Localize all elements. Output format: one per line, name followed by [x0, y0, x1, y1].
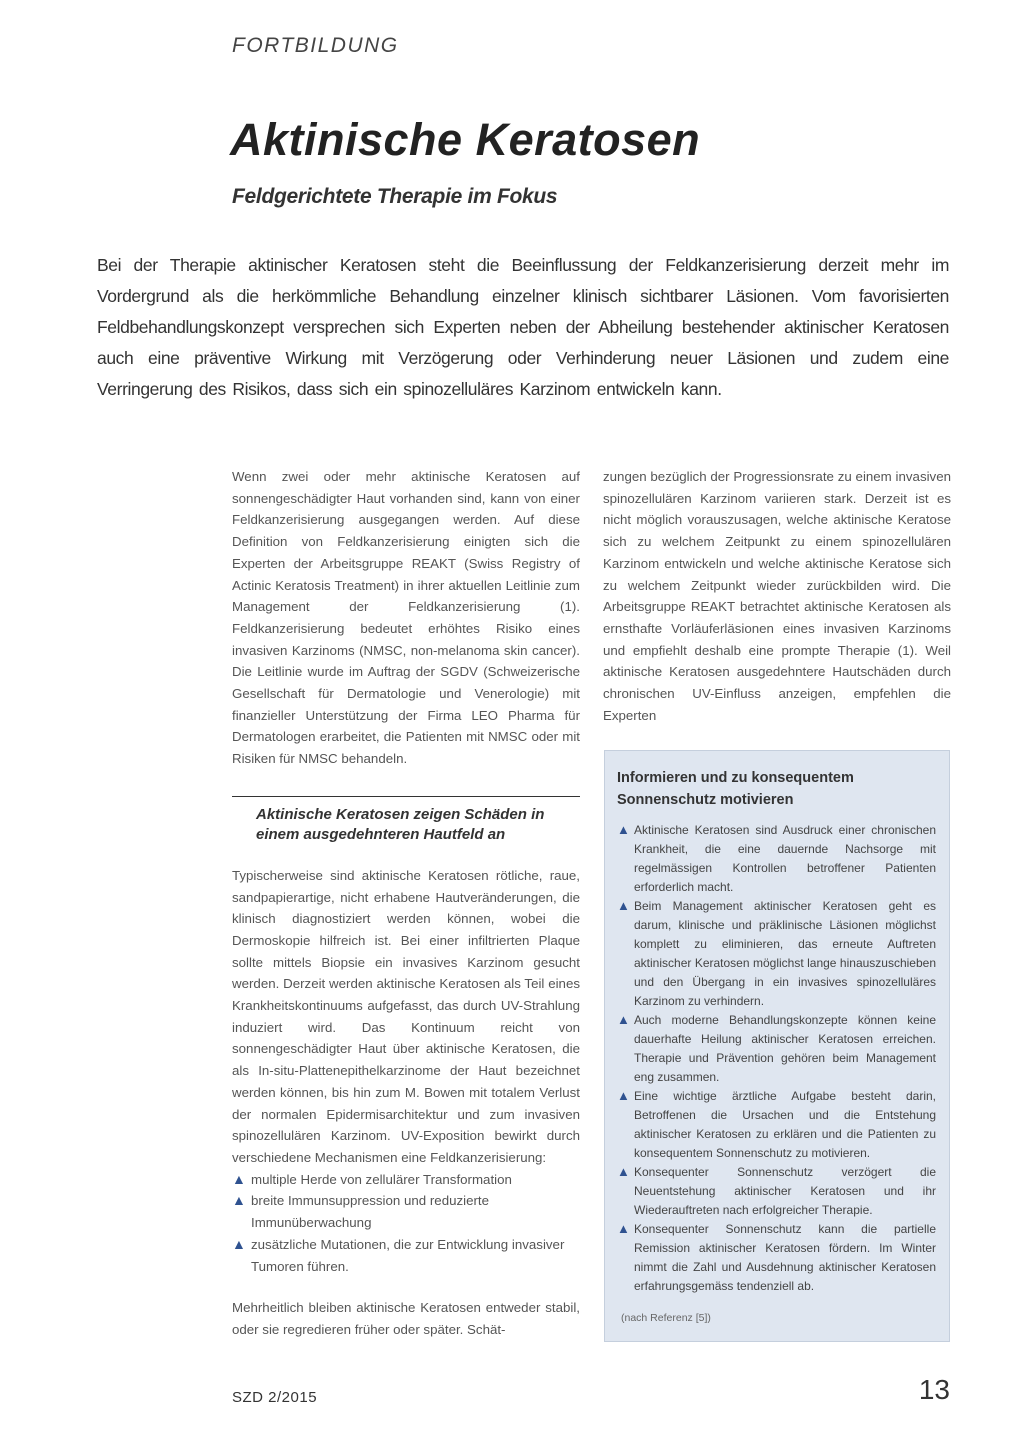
- bullet-list: [232, 1169, 580, 1278]
- list-item-text: multiple Herde von zellulärer Transformation: [251, 1171, 512, 1187]
- body-paragraph: Wenn zwei oder mehr aktinische Keratosen auf sonnengeschädigter Haut vorhanden sind, kann von einer Feldkanzerisierung ausgegangen werden. Auf diese Definition von Feldkanzerisierung einigten sich die Experten der Arbeitsgruppe REAKT (Swiss Registry of Actinic Keratosis Treatment) in ihrer aktuellen Leitlinie zum Management der Feldkanzerisierung (1). Feldkanzerisierung bedeutet erhöhtes Risiko eines invasiven Karzinoms (NMSC, non-melanoma skin cancer). Die Leitlinie wurde im Auftrag der SGDV (Schweizerische Gesellschaft für Dermatologie und Venerologie) mit finanzieller Unterstützung der Firma LEO Pharma für Dermatologen erarbeitet, die Patienten mit NMSC oder mit Risiken für NMSC behandeln.: [232, 469, 580, 767]
- subheading-rule: [232, 796, 580, 845]
- info-box-item: [617, 1220, 936, 1296]
- info-box-item-text: Konsequenter Sonnenschutz verzögert die Neuentstehung aktinischer Keratosen und ihr Wiederauftreten nach erfolgreicher Therapie.: [634, 1165, 936, 1217]
- triangle-bullet-icon: ▲: [617, 898, 630, 913]
- info-box-reference: (nach Referenz [5]): [621, 1312, 711, 1324]
- info-box-item: [617, 1087, 936, 1163]
- triangle-bullet-icon: ▲: [232, 1235, 246, 1252]
- triangle-bullet-icon: ▲: [617, 1164, 630, 1179]
- body-column-left: [232, 466, 580, 1341]
- body-column-right: [603, 466, 951, 726]
- info-box-item-text: Aktinische Keratosen sind Ausdruck einer chronischen Krankheit, die eine dauernde Nachsorge mit regelmässigen Kontrollen betroffener Patienten erforderlich macht.: [634, 823, 936, 894]
- info-box: [604, 750, 950, 1342]
- article-title: Aktinische Keratosen: [230, 114, 701, 165]
- triangle-bullet-icon: ▲: [232, 1192, 246, 1209]
- info-box-item-text: Konsequenter Sonnenschutz kann die partielle Remission aktinischer Keratosen fördern. Im Winter nimmt die Zahl und Ausdehnung aktinischer Keratosen erfahrungsgemäss tendenziell ab.: [634, 1222, 936, 1293]
- list-item: [232, 1169, 580, 1191]
- info-box-item: [617, 1011, 936, 1087]
- section-subheading: Aktinische Keratosen zeigen Schäden in einem ausgedehnteren Hautfeld an: [256, 805, 545, 843]
- triangle-bullet-icon: ▲: [232, 1170, 246, 1187]
- triangle-bullet-icon: ▲: [617, 1088, 630, 1103]
- page-number: 13: [918, 1374, 950, 1405]
- info-box-list: [617, 821, 936, 1296]
- list-item-text: breite Immunsuppression und reduzierte Immunüberwachung: [251, 1193, 489, 1231]
- list-item: [232, 1190, 580, 1233]
- info-box-item: [617, 897, 936, 1011]
- info-box-item-text: Beim Management aktinischer Keratosen geht es darum, klinische und präklinische Läsionen möglichst komplett zu eliminieren, das erneute Auftreten aktinischer Keratosen möglichst lange hinauszuschieben und den Übergang in ein invasives spinozelluläres Karzinom zu verhindern.: [634, 899, 936, 1008]
- journal-issue: SZD 2/2015: [232, 1389, 318, 1406]
- info-box-item: [617, 821, 936, 897]
- section-label: FORTBILDUNG: [232, 34, 399, 57]
- body-paragraph: Mehrheitlich bleiben aktinische Keratosen entweder stabil, oder sie regredieren früher oder später. Schät-: [232, 1300, 580, 1337]
- triangle-bullet-icon: ▲: [617, 822, 630, 837]
- list-item: [232, 1234, 580, 1277]
- body-paragraph: Typischerweise sind aktinische Keratosen rötliche, raue, sandpapierartige, nicht erhabene Hautveränderungen, die klinisch diagnostiziert werden können, wobei die Dermoskopie hilfreich ist. Bei einer infiltrierten Plaque sollte mittels Biopsie ein invasives Karzinom gesucht werden. Derzeit werden aktinische Keratosen als Teil eines Krankheitskontinuums aufgefasst, das durch UV-Strahlung induziert wird. Das Kontinuum reicht von sonnengeschädigter Haut über aktinische Keratosen, die als In-situ-Plattenepithelkarzinome der Haut bezeichnet werden können, bis hin zum M. Bowen mit totalem Verlust der normalen Epidermisarchitektur und zum invasiven spinozellulären Karzinom. UV-Exposition bewirkt durch verschiedene Mechanismen eine Feldkanzerisierung:: [232, 867, 580, 1165]
- info-box-item: [617, 1163, 936, 1220]
- triangle-bullet-icon: ▲: [617, 1012, 630, 1027]
- info-box-title: Informieren und zu konsequentem Sonnenschutz motivieren: [617, 770, 854, 808]
- list-item-text: zusätzliche Mutationen, die zur Entwicklung invasiver Tumoren führen.: [251, 1236, 565, 1274]
- lead-paragraph: Bei der Therapie aktinischer Keratosen steht die Beeinflussung der Feldkanzerisierung derzeit mehr im Vordergrund als die herkömmliche Behandlung einzelner klinisch sichtbarer Läsionen. Vom favorisierten Feldbehandlungskonzept versprechen sich Experten neben der Abheilung bestehender aktinischer Keratosen auch eine präventive Wirkung mit Verzögerung oder Verhinderung neuer Läsionen und zudem eine Verringerung des Risikos, dass sich ein spinozelluläres Karzinom entwickeln kann.: [97, 255, 949, 399]
- info-box-item-text: Auch moderne Behandlungskonzepte können keine dauerhafte Heilung aktinischer Keratosen erreichen. Therapie und Prävention gehören beim Management eng zusammen.: [634, 1013, 936, 1084]
- body-paragraph: zungen bezüglich der Progressionsrate zu einem invasiven spinozellulären Karzinom variieren stark. Derzeit ist es nicht möglich vorauszusagen, welche aktinische Keratose sich zu welchem Zeitpunkt zu einem spinozellulären Karzinom entwickeln und welche aktinische Keratose sich zu welchem Zeitpunkt wieder zurückbilden wird. Die Arbeitsgruppe REAKT betrachtet aktinische Keratosen als ernsthafte Vorläuferläsionen eines invasiven Karzinoms und empfiehlt deshalb eine prompte Therapie (1). Weil aktinische Keratosen ausgedehntere Hautschäden durch chronischen UV-Einfluss anzeigen, empfehlen die Experten: [603, 469, 951, 723]
- info-box-item-text: Eine wichtige ärztliche Aufgabe besteht darin, Betroffenen die Ursachen und die Entstehung aktinischer Keratosen zu erklären und die Patienten zu konsequentem Sonnenschutz zu motivieren.: [634, 1089, 936, 1160]
- article-subtitle: Feldgerichtete Therapie im Fokus: [232, 185, 558, 208]
- triangle-bullet-icon: ▲: [617, 1221, 630, 1236]
